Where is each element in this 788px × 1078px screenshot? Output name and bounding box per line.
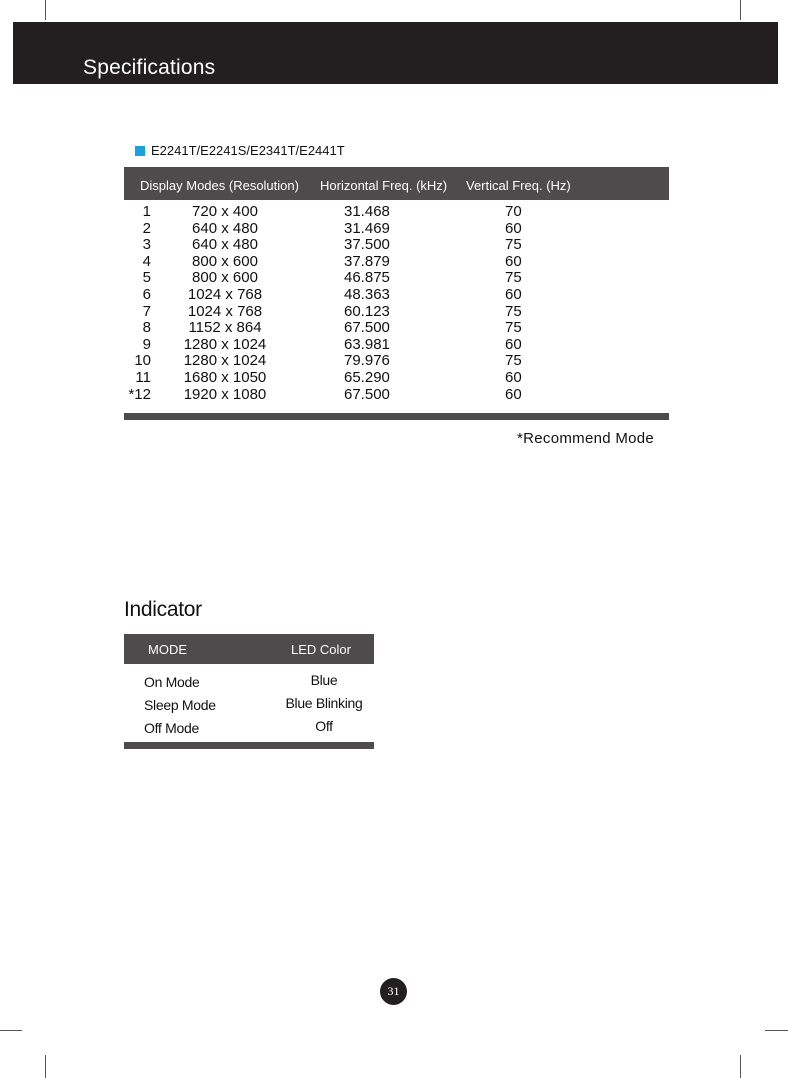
vertical-freq-cell: 60 [505, 335, 522, 353]
table-row [124, 270, 669, 287]
crop-mark [765, 1030, 788, 1031]
mode-cell: Sleep Mode [144, 697, 216, 713]
display-modes-table-body [124, 204, 669, 403]
horizontal-freq-cell: 60.123 [344, 302, 390, 320]
resolution-cell: 720 x 400 [192, 203, 258, 220]
row-number: 3 [142, 236, 151, 254]
row-number: *12 [128, 385, 151, 403]
vertical-freq-cell: 75 [505, 269, 522, 287]
square-bullet-icon [135, 146, 145, 156]
crop-mark [45, 1055, 46, 1078]
resolution-cell: 800 x 600 [192, 252, 258, 270]
mode-cell: Off Mode [144, 720, 199, 736]
table-row [124, 337, 669, 354]
column-header-vertical-freq: Vertical Freq. (Hz) [466, 178, 571, 193]
vertical-freq-cell: 75 [505, 352, 522, 370]
table-row [124, 669, 374, 692]
model-label: E2241T/E2241S/E2341T/E2441T [151, 143, 345, 158]
vertical-freq-cell: 75 [505, 236, 522, 254]
indicator-table-body [124, 669, 374, 738]
table-row [124, 692, 374, 715]
table-row [124, 370, 669, 387]
model-heading [135, 143, 345, 158]
row-number: 2 [142, 219, 151, 237]
resolution-cell: 1920 x 1080 [183, 385, 267, 403]
column-header-resolution: Display Modes (Resolution) [140, 178, 299, 193]
horizontal-freq-cell: 31.469 [344, 219, 390, 237]
horizontal-freq-cell: 37.879 [344, 252, 390, 270]
vertical-freq-cell: 60 [505, 285, 522, 303]
vertical-freq-cell: 70 [505, 203, 522, 220]
table-bottom-rule [124, 413, 669, 420]
row-number: 6 [142, 285, 151, 303]
horizontal-freq-cell: 67.500 [344, 319, 390, 337]
row-number: 8 [142, 319, 151, 337]
recommend-footnote: *Recommend Mode [517, 430, 655, 447]
led-color-cell: Off [315, 718, 333, 734]
display-modes-table-header [124, 167, 669, 200]
header-bar [13, 22, 778, 84]
horizontal-freq-cell: 31.468 [344, 203, 390, 220]
resolution-cell: 640 x 480 [192, 219, 258, 237]
led-color-cell: Blue Blinking [285, 695, 363, 711]
horizontal-freq-cell: 37.500 [344, 236, 390, 254]
mode-cell: On Mode [144, 674, 200, 690]
row-number: 11 [135, 368, 151, 386]
resolution-cell: 1280 x 1024 [183, 352, 267, 370]
row-number: 9 [142, 335, 151, 353]
crop-mark [740, 0, 741, 20]
row-number: 10 [134, 352, 151, 370]
crop-mark [0, 1030, 22, 1031]
table-row [124, 715, 374, 738]
vertical-freq-cell: 60 [505, 385, 522, 403]
horizontal-freq-cell: 67.500 [344, 385, 390, 403]
column-header-mode: MODE [148, 642, 187, 657]
crop-mark [45, 0, 46, 20]
table-row [124, 353, 669, 370]
table-row [124, 221, 669, 238]
horizontal-freq-cell: 48.363 [344, 285, 390, 303]
resolution-cell: 1152 x 864 [188, 319, 262, 337]
vertical-freq-cell: 75 [505, 319, 522, 337]
vertical-freq-cell: 75 [505, 302, 522, 320]
row-number: 4 [142, 252, 151, 270]
led-color-cell: Blue [310, 672, 338, 688]
horizontal-freq-cell: 46.875 [344, 269, 390, 287]
row-number: 1 [142, 203, 151, 220]
resolution-cell: 1280 x 1024 [183, 335, 267, 353]
page-number: 31 [380, 978, 407, 1005]
column-header-horizontal-freq: Horizontal Freq. (kHz) [320, 178, 448, 193]
horizontal-freq-cell: 79.976 [344, 352, 390, 370]
horizontal-freq-cell: 65.290 [344, 368, 390, 386]
indicator-table-header [124, 634, 374, 664]
vertical-freq-cell: 60 [505, 368, 522, 386]
row-number: 7 [142, 302, 151, 320]
vertical-freq-cell: 60 [505, 252, 522, 270]
crop-mark [740, 1055, 741, 1078]
indicator-title: Indicator [124, 598, 202, 621]
indicator-bottom-rule [124, 742, 374, 749]
table-row [124, 254, 669, 271]
resolution-cell: 640 x 480 [192, 236, 258, 254]
column-header-led-color: LED Color [291, 642, 351, 657]
resolution-cell: 1024 x 768 [187, 285, 263, 303]
vertical-freq-cell: 60 [505, 219, 522, 237]
table-row [124, 387, 669, 404]
resolution-cell: 800 x 600 [192, 269, 258, 287]
table-row [124, 204, 669, 221]
table-row [124, 287, 669, 304]
row-number: 5 [142, 269, 151, 287]
resolution-cell: 1680 x 1050 [183, 368, 267, 386]
table-row [124, 320, 669, 337]
table-row [124, 237, 669, 254]
page-title: Specifications [83, 56, 216, 79]
horizontal-freq-cell: 63.981 [344, 335, 390, 353]
resolution-cell: 1024 x 768 [187, 302, 263, 320]
table-row [124, 304, 669, 321]
